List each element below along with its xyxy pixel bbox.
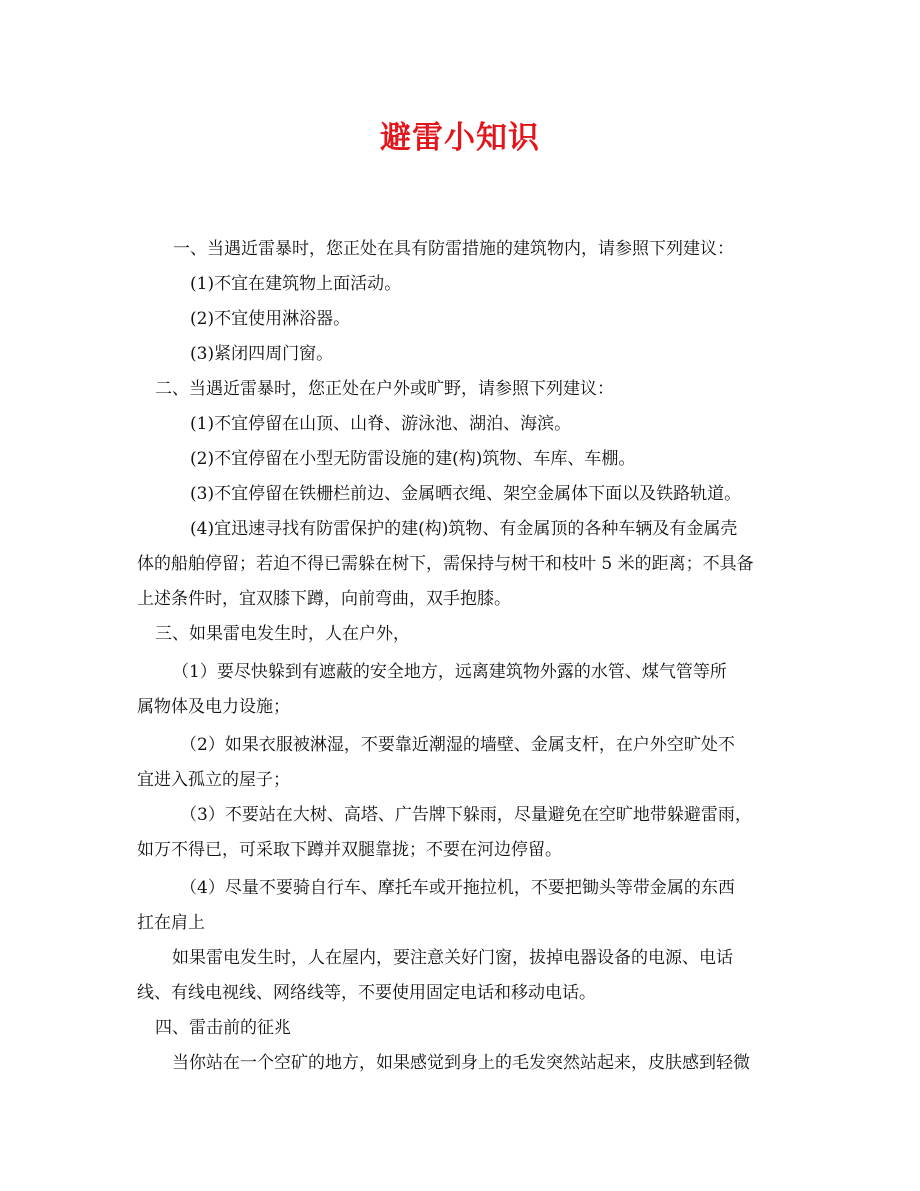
paragraph-line: (1)不宜在建筑物上面活动。 [190, 274, 402, 294]
paragraph-line: 扛在肩上 [137, 913, 205, 933]
paragraph-line: (3)紧闭四周门窗。 [190, 344, 334, 364]
paragraph-line: (2)不宜停留在小型无防雷设施的建(构)筑物、车库、车棚。 [190, 449, 636, 469]
paragraph-line: （1）要尽快躲到有遮蔽的安全地方，远离建筑物外露的水管、煤气管等所 [172, 662, 727, 682]
paragraph-line: （4）尽量不要骑自行车、摩托车或开拖拉机，不要把锄头等带金属的东西 [180, 878, 735, 898]
paragraph-line: 属物体及电力设施； [137, 697, 290, 717]
heading-section-3: 三、如果雷电发生时，人在户外， [155, 624, 410, 644]
heading-section-4: 四、雷击前的征兆 [155, 1018, 291, 1038]
paragraph-line: （2）如果衣服被淋湿，不要靠近潮湿的墙壁、金属支杆，在户外空旷处不 [180, 735, 735, 755]
paragraph-line: 线、有线电视线、网络线等，不要使用固定电话和移动电话。 [137, 983, 596, 1003]
paragraph-line: (2)不宜使用淋浴器。 [190, 309, 351, 329]
paragraph-line: 当你站在一个空矿的地方，如果感觉到身上的毛发突然站起来，皮肤感到轻微 [172, 1053, 750, 1073]
paragraph-line: 如万不得已，可采取下蹲并双腿靠拢；不要在河边停留。 [137, 840, 562, 860]
paragraph-line: (4)宜迅速寻找有防雷保护的建(构)筑物、有金属顶的各种车辆及有金属壳 [190, 519, 738, 539]
paragraph-line: (1)不宜停留在山顶、山脊、游泳池、湖泊、海滨。 [190, 414, 572, 434]
paragraph-line: (3)不宜停留在铁栅栏前边、金属晒衣绳、架空金属体下面以及铁路轨道。 [190, 484, 742, 504]
paragraph-line: 宜进入孤立的屋子； [137, 770, 290, 790]
document-title: 避雷小知识 [380, 120, 540, 156]
heading-section-1: 一、当遇近雷暴时，您正处在具有防雷措施的建筑物内，请参照下列建议： [173, 239, 734, 259]
heading-section-2: 二、当遇近雷暴时，您正处在户外或旷野，请参照下列建议： [155, 379, 614, 399]
paragraph-line: （3）不要站在大树、高塔、广告牌下躲雨，尽量避免在空旷地带躲避雷雨， [180, 805, 752, 825]
paragraph-line: 如果雷电发生时，人在屋内，要注意关好门窗，拔掉电器设备的电源、电话 [172, 948, 733, 968]
paragraph-line: 体的船舶停留；若迫不得已需躲在树下，需保持与树干和枝叶 5 米的距离；不具备 [137, 554, 754, 574]
paragraph-line: 上述条件时，宜双膝下蹲，向前弯曲，双手抱膝。 [137, 589, 511, 609]
